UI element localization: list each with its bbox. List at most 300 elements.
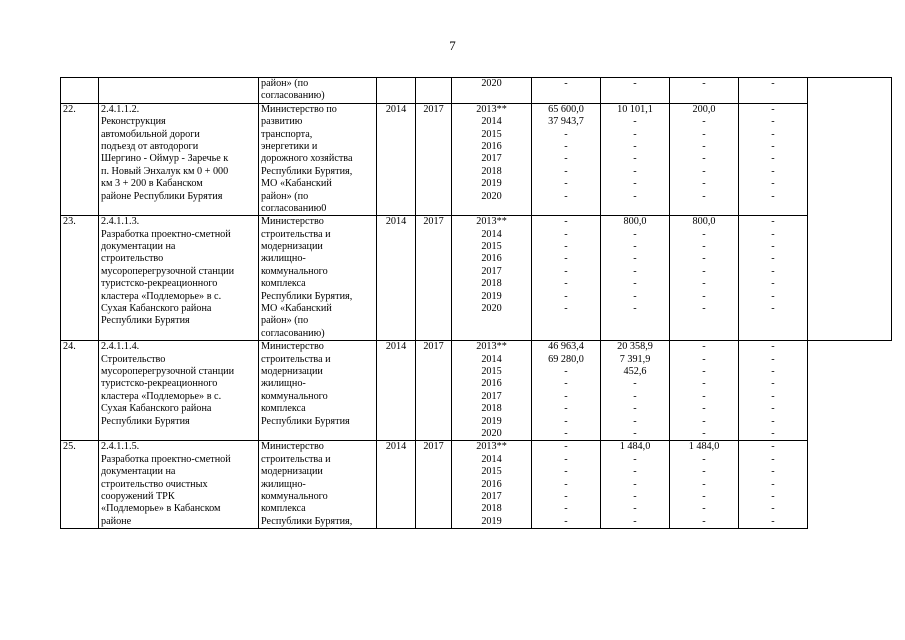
amount-value: -	[771, 216, 775, 228]
cell-executor	[259, 216, 377, 341]
title-line: км 3 + 200 в Кабанском	[101, 178, 203, 190]
cell-start	[377, 103, 416, 216]
start-year: 2014	[385, 216, 407, 228]
title-line: Реконструкция	[101, 116, 166, 128]
amount-value: -	[633, 178, 637, 190]
amount-value: -	[633, 140, 637, 152]
amount-value: -	[771, 403, 775, 415]
title-line: Сухая Кабанского района	[101, 303, 212, 315]
executor-line: строительства и	[261, 353, 331, 365]
amount-value: -	[564, 365, 568, 377]
amount-value: 800,0	[623, 216, 647, 228]
amount-value: -	[633, 478, 637, 490]
title-line: Разработка проектно-сметной	[101, 228, 231, 240]
executor-line: транспорта,	[261, 128, 313, 140]
amount-value: -	[702, 303, 706, 315]
executor-line: МО «Кабанский	[261, 178, 332, 190]
table-row	[61, 216, 892, 341]
table-row	[61, 103, 892, 216]
year-value: 2013**	[476, 216, 507, 228]
year-value: 2013**	[476, 441, 507, 453]
amount-value: -	[771, 453, 775, 465]
table-row	[61, 341, 892, 441]
cell-col2	[601, 103, 670, 216]
year-value: 2019	[481, 178, 502, 190]
start-year: 2014	[385, 341, 407, 353]
amount-value: -	[564, 128, 568, 140]
cell-extra	[808, 441, 892, 529]
amount-value: 65 600,0	[548, 103, 584, 115]
table-body	[61, 78, 892, 529]
cell-col1	[532, 216, 601, 341]
title-line: сооружений ТРК	[101, 490, 175, 502]
amount-value: -	[564, 140, 568, 152]
amount-value: -	[564, 190, 568, 202]
amount-value: -	[771, 165, 775, 177]
amount-value: 1 484,0	[619, 441, 651, 453]
year-value: 2017	[481, 390, 502, 402]
amount-value: -	[633, 153, 637, 165]
executor-line: развитию	[261, 116, 303, 128]
amount-value: -	[771, 241, 775, 253]
cell-end	[416, 341, 452, 441]
amount-value: -	[564, 427, 568, 439]
amount-value: -	[702, 503, 706, 515]
amount-value: -	[633, 503, 637, 515]
amount-value: -	[702, 253, 706, 265]
title-line: кластера «Подлеморье» в с.	[101, 390, 222, 402]
executor-line: Республики Бурятия,	[261, 515, 353, 527]
executor-line: строительства и	[261, 453, 331, 465]
year-value: 2015	[481, 365, 502, 377]
amount-value: 7 391,9	[619, 353, 651, 365]
amount-value: -	[702, 341, 706, 353]
cell-col3	[670, 78, 739, 104]
amount-value: -	[702, 278, 706, 290]
amount-value: -	[702, 466, 706, 478]
title-line: 2.4.1.1.3.	[101, 216, 140, 228]
amount-value: -	[771, 378, 775, 390]
amount-value: -	[771, 278, 775, 290]
cell-years	[452, 103, 532, 216]
amount-value: -	[771, 478, 775, 490]
amount-value: -	[771, 415, 775, 427]
executor-line: комплекса	[261, 403, 306, 415]
table-row	[61, 441, 892, 529]
title-line: Сухая Кабанского района	[101, 403, 212, 415]
amount-value: -	[702, 453, 706, 465]
executor-line: коммунального	[261, 390, 328, 402]
executor-line: район» (по	[261, 78, 309, 89]
cell-title	[99, 78, 259, 104]
amount-value: -	[564, 153, 568, 165]
cell-executor	[259, 441, 377, 529]
amount-value: -	[702, 415, 706, 427]
amount-value: -	[564, 178, 568, 190]
title-line: районе Республики Бурятия	[101, 190, 223, 202]
amount-value: -	[633, 403, 637, 415]
amount-value: -	[633, 515, 637, 527]
year-value: 2020	[481, 303, 502, 315]
year-value: 2018	[481, 165, 502, 177]
program-table	[60, 77, 892, 529]
amount-value: -	[564, 228, 568, 240]
amount-value: -	[564, 290, 568, 302]
amount-value: -	[633, 290, 637, 302]
amount-value: -	[633, 303, 637, 315]
executor-line: коммунального	[261, 490, 328, 502]
amount-value: -	[564, 441, 568, 453]
amount-value: -	[702, 490, 706, 502]
cell-title	[99, 216, 259, 341]
amount-value: -	[564, 253, 568, 265]
executor-line: МО «Кабанский	[261, 303, 332, 315]
amount-value: -	[771, 353, 775, 365]
year-value: 2020	[481, 427, 502, 439]
row-number: 25.	[63, 441, 76, 453]
amount-value: -	[771, 490, 775, 502]
amount-value: -	[702, 165, 706, 177]
executor-line: согласованию)	[261, 90, 325, 102]
executor-line: коммунального	[261, 265, 328, 277]
amount-value: -	[702, 365, 706, 377]
amount-value: -	[771, 228, 775, 240]
amount-value: -	[702, 403, 706, 415]
cell-col1	[532, 78, 601, 104]
title-line: 2.4.1.1.4.	[101, 341, 140, 353]
cell-end	[416, 78, 452, 104]
title-line: документации на	[101, 466, 176, 478]
year-value: 2019	[481, 290, 502, 302]
cell-num	[61, 341, 99, 441]
year-value: 2014	[481, 228, 502, 240]
amount-value: -	[771, 303, 775, 315]
amount-value: -	[633, 253, 637, 265]
title-line: строительство очистных	[101, 478, 208, 490]
amount-value: 452,6	[623, 365, 647, 377]
amount-value: -	[771, 427, 775, 439]
end-year: 2017	[423, 103, 444, 115]
cell-start	[377, 216, 416, 341]
cell-extra	[808, 341, 892, 441]
executor-line: жилищно-	[261, 378, 306, 390]
cell-col2	[601, 78, 670, 104]
year-value: 2016	[481, 378, 502, 390]
amount-value: -	[564, 241, 568, 253]
amount-value: -	[633, 165, 637, 177]
title-line: мусороперегрузочной станции	[101, 365, 235, 377]
title-line: районе	[101, 515, 132, 527]
start-year: 2014	[385, 441, 407, 453]
executor-line: Республики Бурятия,	[261, 290, 353, 302]
title-line: мусороперегрузочной станции	[101, 265, 235, 277]
year-value: 2015	[481, 128, 502, 140]
cell-col3	[670, 103, 739, 216]
cell-executor	[259, 78, 377, 104]
amount-value: -	[633, 427, 637, 439]
cell-end	[416, 103, 452, 216]
title-line: кластера «Подлеморье» в с.	[101, 290, 222, 302]
amount-value: -	[771, 140, 775, 152]
cell-extra	[808, 216, 892, 341]
amount-value: -	[564, 490, 568, 502]
amount-value: 800,0	[692, 216, 716, 228]
amount-value: -	[771, 190, 775, 202]
year-value: 2018	[481, 503, 502, 515]
cell-col4	[739, 78, 808, 104]
cell-col3	[670, 441, 739, 529]
cell-extra	[808, 78, 892, 104]
cell-years	[452, 441, 532, 529]
amount-value: -	[702, 265, 706, 277]
executor-line: энергетики и	[261, 140, 318, 152]
amount-value: -	[633, 265, 637, 277]
amount-value: -	[633, 490, 637, 502]
amount-value: -	[771, 466, 775, 478]
year-value: 2015	[481, 466, 502, 478]
executor-line: строительства и	[261, 228, 331, 240]
amount-value: -	[702, 78, 706, 89]
title-line: Разработка проектно-сметной	[101, 453, 231, 465]
cell-title	[99, 341, 259, 441]
cell-col2	[601, 441, 670, 529]
amount-value: -	[564, 78, 568, 89]
cell-col4	[739, 441, 808, 529]
amount-value: -	[702, 241, 706, 253]
executor-line: комплекса	[261, 278, 306, 290]
amount-value: -	[771, 116, 775, 128]
amount-value: -	[771, 503, 775, 515]
amount-value: -	[633, 228, 637, 240]
cell-num	[61, 216, 99, 341]
year-value: 2015	[481, 241, 502, 253]
cell-years	[452, 216, 532, 341]
year-value: 2018	[481, 278, 502, 290]
cell-col4	[739, 341, 808, 441]
amount-value: -	[702, 290, 706, 302]
year-value: 2019	[481, 515, 502, 527]
title-line: 2.4.1.1.2.	[101, 103, 140, 115]
amount-value: 46 963,4	[548, 341, 584, 353]
cell-extra	[808, 103, 892, 216]
amount-value: -	[702, 378, 706, 390]
executor-line: район» (по	[261, 315, 309, 327]
year-value: 2019	[481, 415, 502, 427]
title-line: подъезд от автодороги	[101, 140, 199, 152]
amount-value: -	[771, 265, 775, 277]
amount-value: 69 280,0	[548, 353, 584, 365]
amount-value: -	[564, 303, 568, 315]
amount-value: -	[564, 503, 568, 515]
amount-value: -	[633, 116, 637, 128]
year-value: 2013**	[476, 341, 507, 353]
cell-start	[377, 78, 416, 104]
executor-line: комплекса	[261, 503, 306, 515]
amount-value: -	[564, 165, 568, 177]
cell-num	[61, 78, 99, 104]
cell-start	[377, 441, 416, 529]
end-year: 2017	[423, 441, 444, 453]
amount-value: -	[771, 341, 775, 353]
amount-value: -	[771, 365, 775, 377]
amount-value: -	[702, 427, 706, 439]
executor-line: согласованию)	[261, 327, 325, 339]
cell-start	[377, 341, 416, 441]
title-line: строительство	[101, 253, 164, 265]
amount-value: -	[771, 290, 775, 302]
year-value: 2017	[481, 265, 502, 277]
title-line: Республики Бурятия	[101, 315, 190, 327]
amount-value: -	[633, 278, 637, 290]
title-line: документации на	[101, 241, 176, 253]
executor-line: модернизации	[261, 466, 323, 478]
executor-line: согласованию0	[261, 202, 327, 214]
executor-line: жилищно-	[261, 253, 306, 265]
executor-line: район» (по	[261, 190, 309, 202]
title-line: Строительство	[101, 353, 166, 365]
amount-value: -	[633, 453, 637, 465]
end-year: 2017	[423, 341, 444, 353]
cell-col1	[532, 341, 601, 441]
table-row-continuation	[61, 78, 892, 104]
end-year: 2017	[423, 216, 444, 228]
amount-value: -	[702, 153, 706, 165]
year-value: 2013**	[476, 103, 507, 115]
cell-col2	[601, 216, 670, 341]
title-line: Шергино - Оймур - Заречье к	[101, 153, 229, 165]
year-value: 2016	[481, 253, 502, 265]
cell-years	[452, 78, 532, 104]
amount-value: -	[702, 228, 706, 240]
year-value: 2016	[481, 140, 502, 152]
cell-num	[61, 103, 99, 216]
amount-value: -	[771, 153, 775, 165]
cell-years	[452, 341, 532, 441]
amount-value: -	[702, 515, 706, 527]
amount-value: -	[771, 128, 775, 140]
amount-value: -	[564, 478, 568, 490]
cell-end	[416, 216, 452, 341]
amount-value: -	[633, 415, 637, 427]
amount-value: -	[564, 265, 568, 277]
row-number: 24.	[63, 341, 76, 353]
amount-value: -	[702, 128, 706, 140]
amount-value: -	[564, 466, 568, 478]
amount-value: -	[702, 353, 706, 365]
cell-end	[416, 441, 452, 529]
amount-value: -	[702, 478, 706, 490]
amount-value: -	[771, 103, 775, 115]
amount-value: -	[564, 390, 568, 402]
title-line: п. Новый Энхалук км 0 + 000	[101, 165, 229, 177]
cell-col1	[532, 103, 601, 216]
amount-value: -	[771, 390, 775, 402]
cell-col3	[670, 216, 739, 341]
year-value: 2014	[481, 353, 502, 365]
executor-line: модернизации	[261, 241, 323, 253]
executor-line: Министерство	[261, 441, 324, 453]
start-year: 2014	[385, 103, 407, 115]
amount-value: -	[771, 178, 775, 190]
amount-value: -	[771, 515, 775, 527]
row-number: 23.	[63, 216, 76, 228]
amount-value: -	[633, 128, 637, 140]
amount-value: -	[702, 190, 706, 202]
cell-title	[99, 441, 259, 529]
amount-value: -	[633, 78, 637, 89]
year-value: 2016	[481, 478, 502, 490]
cell-col4	[739, 103, 808, 216]
amount-value: -	[702, 390, 706, 402]
cell-executor	[259, 103, 377, 216]
year-value: 2014	[481, 116, 502, 128]
year-value: 2020	[481, 190, 502, 202]
amount-value: -	[771, 78, 775, 89]
amount-value: -	[771, 441, 775, 453]
year-value: 2014	[481, 453, 502, 465]
executor-line: дорожного хозяйства	[261, 153, 353, 165]
executor-line: Республики Бурятия,	[261, 165, 353, 177]
year-value: 2017	[481, 490, 502, 502]
amount-value: -	[633, 390, 637, 402]
title-line: туристско-рекреационного	[101, 378, 218, 390]
amount-value: -	[633, 378, 637, 390]
title-line: «Подлеморье» в Кабанском	[101, 503, 221, 515]
amount-value: 200,0	[692, 103, 716, 115]
amount-value: 10 101,1	[617, 103, 653, 115]
amount-value: -	[564, 453, 568, 465]
executor-line: Министерство	[261, 216, 324, 228]
year-value: 2017	[481, 153, 502, 165]
cell-col1	[532, 441, 601, 529]
amount-value: -	[702, 140, 706, 152]
amount-value: -	[633, 466, 637, 478]
amount-value: -	[771, 253, 775, 265]
executor-line: Министерство по	[261, 103, 337, 115]
amount-value: 1 484,0	[688, 441, 720, 453]
title-line: автомобильной дороги	[101, 128, 200, 140]
amount-value: -	[702, 116, 706, 128]
title-line: туристско-рекреационного	[101, 278, 218, 290]
amount-value: 37 943,7	[548, 116, 584, 128]
amount-value: -	[702, 178, 706, 190]
amount-value: -	[633, 190, 637, 202]
cell-col2	[601, 341, 670, 441]
amount-value: -	[564, 216, 568, 228]
title-line: 2.4.1.1.5.	[101, 441, 140, 453]
executor-line: модернизации	[261, 365, 323, 377]
executor-line: Министерство	[261, 341, 324, 353]
amount-value: -	[564, 278, 568, 290]
amount-value: 20 358,9	[617, 341, 653, 353]
executor-line: жилищно-	[261, 478, 306, 490]
amount-value: -	[564, 515, 568, 527]
amount-value: -	[564, 415, 568, 427]
row-number: 22.	[63, 103, 76, 115]
title-line: Республики Бурятия	[101, 415, 190, 427]
cell-col3	[670, 341, 739, 441]
page-number: 7	[449, 38, 456, 53]
cell-executor	[259, 341, 377, 441]
cell-num	[61, 441, 99, 529]
year-value: 2020	[481, 78, 502, 89]
amount-value: -	[564, 403, 568, 415]
amount-value: -	[564, 378, 568, 390]
executor-line: Республики Бурятия	[261, 415, 350, 427]
cell-title	[99, 103, 259, 216]
year-value: 2018	[481, 403, 502, 415]
amount-value: -	[633, 241, 637, 253]
